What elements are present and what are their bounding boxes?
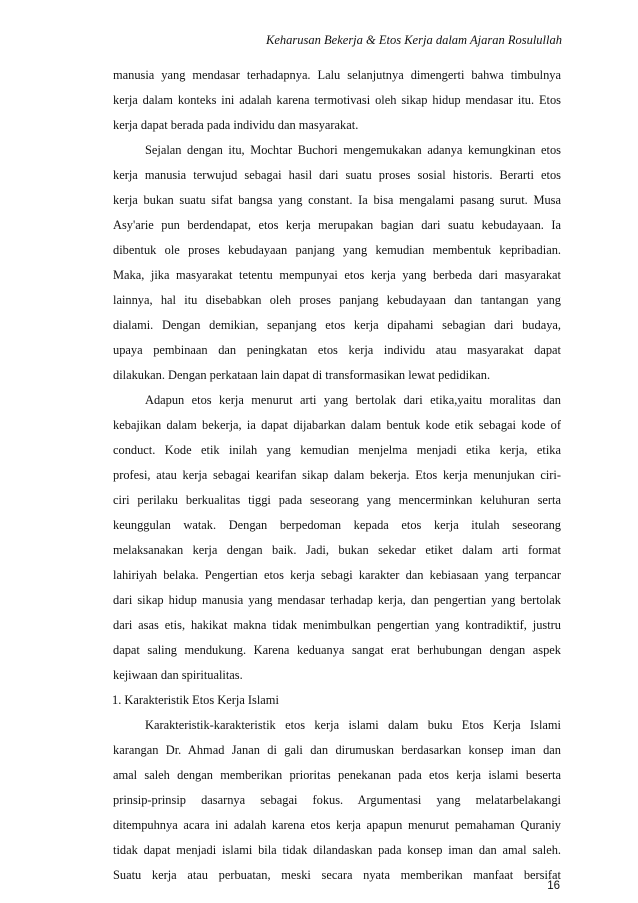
text-line-3: kerja dapat berada pada individu dan masyarakat. <box>113 118 359 132</box>
text-line-16: conduct. Kode etik inilah yang kemudian menjelma menjadi etika kerja, etika <box>113 443 561 457</box>
text-line-8: dibentuk ole proses kebudayaan panjang yang kemudian membentuk kepribadian. <box>113 243 561 257</box>
text-line-21: lahiriyah belaka. Pengertian etos kerja sebagi karakter dan kebiasaan yang terpancar <box>113 568 561 582</box>
text-line-13: dilakukan. Dengan perkataan lain dapat di transformasikan lewat pedidikan. <box>113 368 491 382</box>
text-line-5: kerja manusia terwujud sebagai hasil dari suatu proses sosial historis. Berarti etos <box>113 168 561 182</box>
text-line-7: Asy'arie pun berdendapat, etos kerja merupakan bagian dari suatu kebudayaan. Ia <box>113 218 561 232</box>
text-line-31: ditempuhnya acara ini adalah karena etos kerja apapun menurut pemahaman Quraniy <box>113 818 561 832</box>
text-line-17: profesi, atau kerja sebagai kearifan sikap dalam bekerja. Etos kerja menunjukan ciri- <box>113 468 561 482</box>
text-line-27: Karakteristik-karakteristik etos kerja islami dalam buku Etos Kerja Islami <box>145 718 561 732</box>
text-line-2: kerja dalam konteks ini adalah karena termotivasi oleh sikap hidup mendasar itu. Etos <box>113 93 561 107</box>
text-line-32: tidak dapat menjadi islami bila tidak dilandaskan pada konsep iman dan amal saleh. <box>113 843 561 857</box>
text-line-19: keunggulan watak. Dengan berpedoman kepada etos kerja itulah seseorang <box>113 518 561 532</box>
text-line-20: melaksanakan kerja dengan baik. Jadi, bukan sekedar etiket dalam arti format <box>113 543 561 557</box>
text-line-29: amal saleh dengan memberikan prioritas penekanan pada etos kerja islami beserta <box>113 768 561 782</box>
text-line-25: kejiwaan dan spiritualitas. <box>113 668 243 682</box>
text-line-18: ciri perilaku berkualitas tiggi pada seseorang yang mencerminkan keluhuran serta <box>113 493 561 507</box>
text-line-14: Adapun etos kerja menurut arti yang bertolak dari etika,yaitu moralitas dan <box>145 393 561 407</box>
text-line-22: dari sikap hidup manusia yang mendasar terhadap kerja, dan pengertian yang bertolak <box>113 593 561 607</box>
section-heading: 1. Karakteristik Etos Kerja Islami <box>112 693 279 707</box>
text-line-9: Maka, jika masyarakat tetentu mempunyai etos kerja yang berbeda dari masyarakat <box>113 268 561 282</box>
text-line-24: dapat saling mendukung. Karena keduanya sangat erat berhubungan dengan aspek <box>113 643 561 657</box>
text-line-28: karangan Dr. Ahmad Janan di gali dan dirumuskan berdasarkan konsep iman dan <box>113 743 561 757</box>
text-line-15: kebajikan dalam bekerja, ia dapat dijabarkan dalam bentuk kode etik sebagai kode of <box>113 418 561 432</box>
text-line-6: kerja bukan suatu sifat bangsa yang constant. Ia bisa mengalami pasang surut. Musa <box>113 193 561 207</box>
text-line-10: lainnya, hal itu disebabkan oleh proses panjang kebudayaan dan tantangan yang <box>113 293 561 307</box>
running-header: Keharusan Bekerja & Etos Kerja dalam Ajaran Rosulullah <box>266 33 562 47</box>
text-line-12: upaya pembinaan dan peningkatan etos kerja individu atau masyarakat dapat <box>113 343 561 357</box>
text-line-11: dialami. Dengan demikian, sepanjang etos kerja dipahami sebagian dari budaya, <box>113 318 561 332</box>
text-line-33: Suatu kerja atau perbuatan, meski secara nyata memberikan manfaat bersifat <box>113 868 561 882</box>
text-line-23: dari asas etis, hakikat makna tidak menimbulkan pengertian yang kontradiktif, justru <box>113 618 561 632</box>
text-line-1: manusia yang mendasar terhadapnya. Lalu selanjutnya dimengerti bahwa timbulnya <box>113 68 561 82</box>
text-line-4: Sejalan dengan itu, Mochtar Buchori mengemukakan adanya kemungkinan etos <box>145 143 561 157</box>
text-line-30: prinsip-prinsip dasarnya sebagai fokus. Argumentasi yang melatarbelakangi <box>113 793 561 807</box>
page-number: 16 <box>547 880 560 892</box>
